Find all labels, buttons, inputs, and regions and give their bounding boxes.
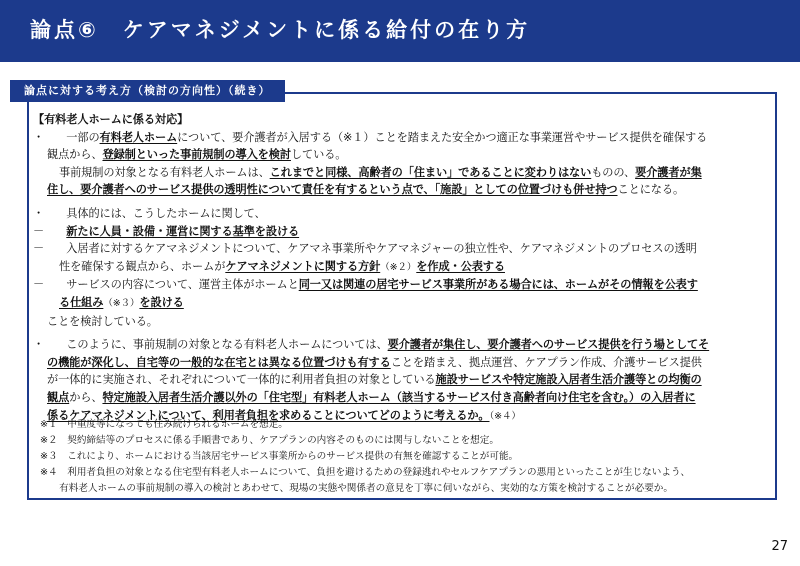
- bullet-1-line-2: 観点から、登録制といった事前規制の導入を検討している。: [47, 148, 347, 162]
- footnote-4-cont: 有料老人ホームの事前規制の導入の検討とあわせて、現場の実態や関係者の意見を丁寧に伺いながら、実効的な方策を検討することが必要か。: [40, 483, 673, 494]
- footnote-4: ※４ 利用者負担の対象となる住宅型有料老人ホームについて、負担を避けるための登録逃れやセルフケアプランの悪用といったことが生じないよう、: [40, 467, 691, 478]
- bullet-2-dash-1: － 新たに人員・設備・運営に関する基準を設ける: [33, 224, 300, 238]
- bullet-3-line-1: ・ このように、事前規制の対象となる有料老人ホームについては、要介護者が集住し、要介護者へのサービス提供を行う場としてそ: [33, 338, 710, 352]
- bullet-3-line-4: 観点から、特定施設入居者生活介護以外の「住宅型」有料老人ホーム（該当するサービス付き高齢者向け住宅を含む。）の入居者に: [47, 390, 696, 404]
- bullet-3-line-2: の機能が深化し、自宅等の一般的な在宅とは異なる位置づけも有することを踏まえ、拠点運営、ケアプラン作成、介護サービス提供: [47, 355, 702, 369]
- bullet-3-line-5: 係るケアマネジメントについて、利用者負担を求めることについてどのように考えるか。（※４）: [47, 408, 521, 422]
- bullet-1-line-4: 住し、要介護者へのサービス提供の透明性について責任を有するという点で、「施設」としての位置づけも併せ持つことになる。: [47, 183, 685, 197]
- footnote-2: ※２ 契約締結等のプロセスに係る手順書であり、ケアプランの内容そのものには関与しないことを想定。: [40, 435, 499, 446]
- bullet-1-line-1: ・ 一部の有料老人ホームについて、要介護者が入居する（※１）ことを踏まえた安全かつ適正な事業運営やサービス提供を確保する: [33, 130, 708, 144]
- page-number: 27: [771, 539, 788, 554]
- page-title: 論点⑥ ケアマネジメントに係る給付の在り方: [30, 18, 531, 42]
- bullet-2-dash-3: － サービスの内容について、運営主体がホームと同一又は関連の居宅サービス事業所がある場合には、ホームがその情報を公表す: [33, 278, 698, 292]
- bullet-2-line-1: ・ 具体的には、こうしたホームに関して、: [33, 206, 266, 220]
- bullet-2-dash-2: － 入居者に対するケアマネジメントについて、ケアマネ事業所やケアマネジャーの独立性や、ケアマネジメントのプロセスの透明: [33, 242, 697, 256]
- section-heading: 【有料老人ホームに係る対応】: [33, 113, 189, 126]
- bullet-1-line-3: 事前規制の対象となる有料老人ホームは、これまでと同様、高齢者の「住まい」であることに変わりはないものの、要介護者が集: [59, 165, 702, 179]
- section-tag: 論点に対する考え方（検討の方向性）（続き）: [10, 80, 285, 102]
- footnote-3: ※３ これにより、ホームにおける当該居宅サービス事業所からのサービス提供の有無を確認することが可能。: [40, 451, 519, 462]
- bullet-3-line-3: が一体的に実施され、それぞれについて一体的に利用者負担の対象としている施設サービスや特定施設入居者生活介護等との均衡の: [47, 373, 702, 387]
- bullet-2-dash-2-cont: 性を確保する観点から、ホームがケアマネジメントに関する方針（※２）を作成・公表する: [59, 259, 505, 273]
- main-content: [33, 111, 773, 425]
- title-banner: [0, 0, 800, 62]
- footnote-1: ※１ 中重度等になっても住み続けられるホームを想定。: [40, 419, 288, 430]
- bullet-2-closing: ことを検討している。: [47, 314, 158, 328]
- bullet-2-dash-3-cont: る仕組み（※３）を設ける: [59, 295, 184, 309]
- footnotes: [40, 417, 690, 497]
